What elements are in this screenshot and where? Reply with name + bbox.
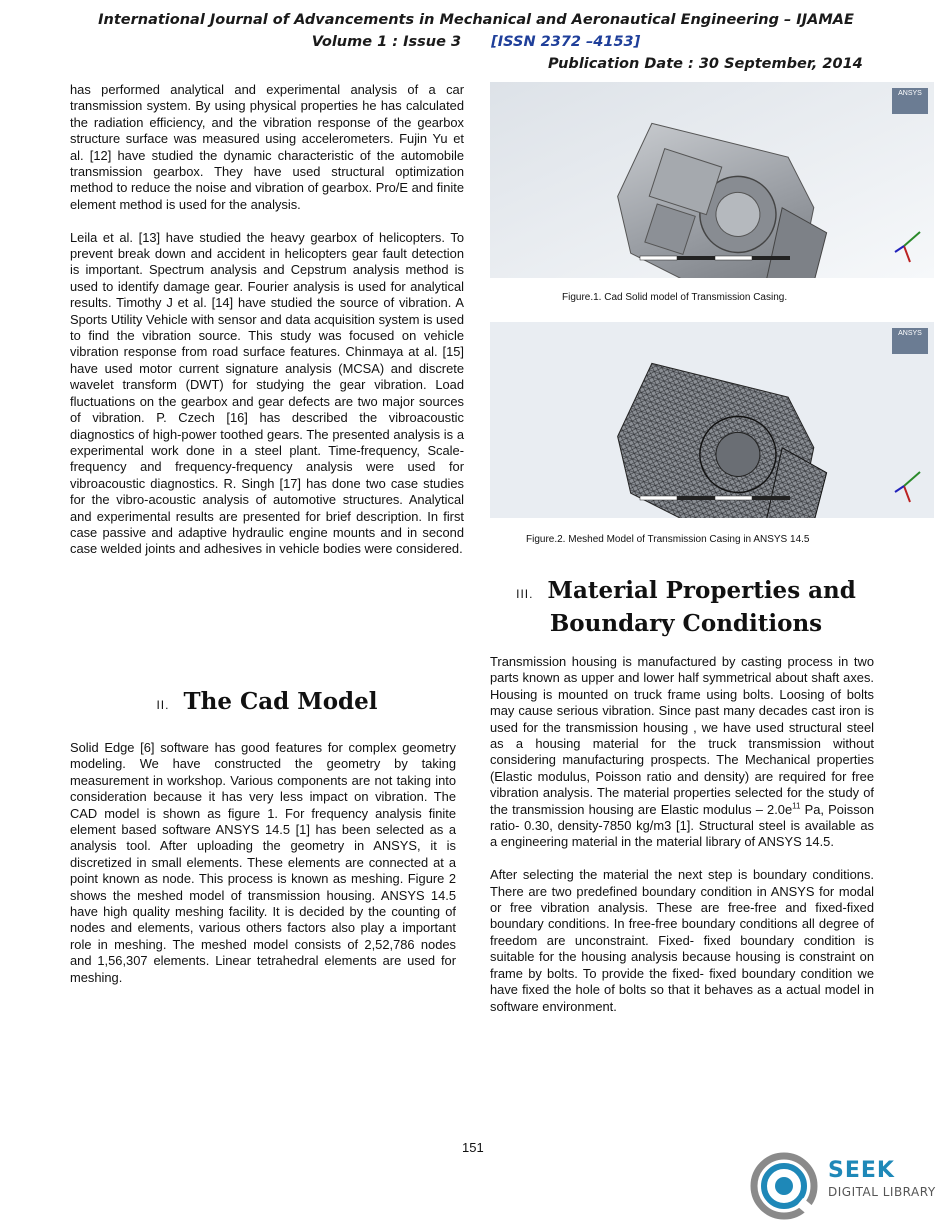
paragraph: Solid Edge [6] software has good features for complex geometry modeling. We have constructed the geometry by taking measurement in workshop. Various components are not taking into consideration because it has very less impact on vibration. The CAD model is shown as figure 1. For frequency analysis finite element based software ANSYS 14.5 [1] has been selected as a analysis tool. After uploading the geometry in ANSYS, it is discretized in small elements. These elements are connected at a point known as node. This process is known as meshing. Figure 2 shows the meshed model of transmission housing. ANSYS 14.5 have high quality meshing facility. It is decided by the counting of nodes and elements, various others factors also play a important role in meshing. The meshed model consists of 2,52,786 nodes and 1,56,307 elements. Linear tetrahedral elements are used for meshing. <box>70 740 456 985</box>
cad-model-image <box>490 82 934 278</box>
paragraph: After selecting the material the next step is boundary conditions. There are two predefined boundary condition in ANSYS for modal or free vibration analysis. These are free-free and fixed-fixed boundary conditions. In free-free boundary conditions all degree of freedom are unconstraint. Fixed- fixed boundary condition is suitable for the housing analysis because housing is constraint on frame by bolts. To provide the fixed- fixed boundary condition we have fixed the hole of bolts so that it behaves as a actual model in software environment. <box>490 867 874 1014</box>
paragraph: Leila et al. [13] have studied the heavy gearbox of helicopters. To prevent break down and accident in helicopters gear fault detection is important. Spectrum analysis and Cepstrum analysis method is used to identify damage gear. Fourier analysis is used for analytical results. Timothy J et al. [14] have studied the source of vibration. A Sports Utility Vehicle with sensor and data acquisition system is used to find the vibration source. This study was focused on vehicle vibration response from road surface features. Chinmaya at al. [15] have used motor current signature analysis (MCSA) and discrete wavelet transform (DWT) for studying the gear vibration. Load fluctuations on the gearbox and gear defects are two major sources of vibration. P. Czech [16] has described the vibroacoustic diagnostics of high-power toothed gears. The presented analysis is a experimental work done in a steel plant. Time-frequency, Scale-frequency and frequency-frequency analysis were used for vibroacoustic diagnostics. R. Singh [17] has done two case studies for the vibro-acoustic analysis of automotive structures. Analytical and experimental results are presented for brief description. In first case passive and adaptive hydraulic engine mounts and in second case welded joints and adhesives in vehicle bodies were considered. <box>70 229 464 557</box>
ansys-logo: ANSYS <box>892 88 928 114</box>
figure-1-caption: Figure.1. Cad Solid model of Transmission Casing. <box>562 292 788 303</box>
paragraph-part: Pa, Poisson ratio- 0.30, density-7850 kg/m3 [1]. Structural steel is available as a engineering material in the material library of ANSYS 14.5. <box>490 801 875 850</box>
issn: [ISSN 2372 –4153] <box>491 34 641 50</box>
paragraph <box>490 654 874 851</box>
seek-digital-library-logo <box>748 1150 938 1220</box>
logo-subtitle: DIGITAL LIBRARY <box>828 1185 936 1199</box>
section-title-line1: Material Properties and <box>547 577 856 604</box>
section-heading <box>490 576 882 639</box>
section-title-line2: Boundary Conditions <box>549 610 823 637</box>
figure-2-caption: Figure.2. Meshed Model of Transmission Casing in ANSYS 14.5 <box>526 534 810 545</box>
section-number: II. <box>156 698 170 712</box>
logo-title: SEEK <box>828 1158 895 1183</box>
section-heading <box>70 688 464 715</box>
volume-issue: Volume 1 : Issue 3 <box>311 34 462 50</box>
section-number: III. <box>516 587 534 601</box>
seek-logo-icon <box>748 1150 820 1220</box>
right-column <box>490 654 874 1031</box>
paragraph-part: Transmission housing is manufactured by casting process in two parts known as upper and lower half symmetrical about shaft axes. Housing is mounted on truck frame using bolts. Loosing of bolts may cause serious vibration. Since past many decades cast iron is used for the transmission housing , we have used structural steel as a housing material for the truck transmission without considering manufacturing prospects. The Mechanical properties (Elastic modulus, Poisson ratio and density) are required for free vibration analysis. The material properties selected for the study of the transmission housing are Elastic modulus – 2.0e <box>490 654 874 817</box>
page-number: 151 <box>462 1140 484 1155</box>
journal-title: International Journal of Advancements in Mechanical and Aeronautical Engineering – IJAMAE <box>98 12 854 28</box>
figure-cad-model <box>490 82 934 278</box>
paragraph: has performed analytical and experimental analysis of a car transmission system. By using physical properties he has calculated the radiation efficiency, and the vibration response of the gearbox structure surface was measured using accelerometers. Fujin Yu et al. [12] have studied the dynamic characteristic of the automobile transmission gearbox. They have used structural optimization method to reduce the noise and vibration of gearbox. Pro/E and finite element method is used for the analysis. <box>70 82 464 212</box>
left-column-bottom <box>70 740 456 1002</box>
meshed-model-image <box>490 322 934 518</box>
ansys-logo: ANSYS <box>892 328 928 354</box>
publication-date: Publication Date : 30 September, 2014 <box>548 56 863 72</box>
volume-line <box>0 34 952 50</box>
superscript: 11 <box>792 801 801 811</box>
section-title: The Cad Model <box>183 688 378 715</box>
left-column <box>70 82 464 574</box>
figure-meshed-model <box>490 322 934 518</box>
